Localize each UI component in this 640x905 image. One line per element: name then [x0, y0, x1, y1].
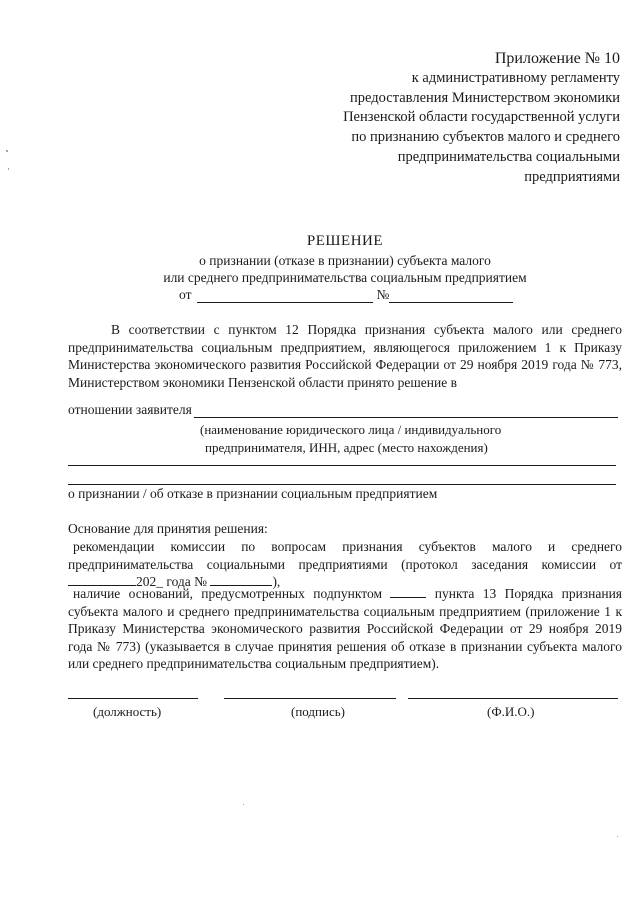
- commission-text: рекомендации комиссии по вопросам признания субъектов малого и среднего предпринимательства социальными предприятиями (протокол заседания комиссии от: [68, 539, 622, 572]
- appendix-line: предпринимательства социальными: [397, 148, 620, 165]
- appendix-number: Приложение № 10: [494, 50, 620, 67]
- applicant-line: [68, 402, 618, 418]
- date-number-line: [179, 287, 513, 303]
- scan-speck: [8, 168, 9, 170]
- number-blank: [389, 289, 513, 303]
- blank-line-2: [68, 484, 616, 485]
- title-line-1: о признании (отказе в признании) субъекта малого: [199, 253, 491, 268]
- paragraph-commission: [68, 538, 622, 591]
- hint-line-1: (наименование юридического лица / индивидуального: [200, 422, 502, 437]
- protocol-year: 202_ года №: [136, 574, 208, 590]
- title-heading: РЕШЕНИЕ: [306, 233, 384, 249]
- scan-speck: [243, 804, 244, 805]
- paragraph-grounds: [68, 585, 622, 673]
- appendix-line: по признанию субъектов малого и среднего: [351, 129, 620, 146]
- position-blank: [68, 684, 198, 699]
- signature-caption: (подпись): [291, 704, 345, 719]
- applicant-label: отношении заявителя: [68, 402, 192, 417]
- scan-speck: [617, 836, 618, 837]
- appendix-line: предприятиями: [524, 168, 620, 185]
- name-blank: [408, 684, 618, 699]
- appendix-line: Пензенской области государственной услуги: [343, 109, 620, 126]
- appendix-line: к административному регламенту: [411, 69, 620, 86]
- subclause-blank: [390, 585, 426, 598]
- appendix-line: предоставления Министерством экономики: [350, 89, 620, 106]
- decision-options: о признании / об отказе в признании социальным предприятием: [68, 486, 438, 501]
- date-blank: [197, 289, 373, 303]
- commission-close: ),: [272, 574, 281, 590]
- hint-line-2: предпринимателя, ИНН, адрес (место нахождения): [205, 440, 488, 455]
- title-line-2: или среднего предпринимательства социальным предприятием: [163, 270, 527, 285]
- name-caption: (Ф.И.О.): [487, 704, 535, 719]
- blank-line-1: [68, 465, 616, 466]
- signature-blank: [224, 684, 396, 699]
- scan-speck: [6, 150, 8, 152]
- basis-title: Основание для принятия решения:: [68, 521, 268, 536]
- position-caption: (должность): [93, 704, 162, 719]
- signature-block: [68, 684, 624, 724]
- document-title: [0, 233, 640, 286]
- date-prefix: от: [179, 287, 192, 302]
- appendix-header: [260, 49, 620, 188]
- grounds-text-b: пункта 13 Порядка признания субъекта малого и среднего предпринимательства социальным предприятием (приложение 1 к Приказу Министерства экономического развития Российской Федерации от 29 ноября 2019 года № 773) (указывается в случае принятия решения об отказе в признании субъекта малого или среднего предпринимательства социальным предприятием).: [68, 586, 623, 672]
- grounds-text-a: наличие оснований, предусмотренных подпунктом: [73, 586, 383, 601]
- applicant-hint: [200, 421, 560, 457]
- applicant-blank: [194, 405, 618, 418]
- number-sign: №: [376, 287, 390, 302]
- paragraph-basis-reference: В соответствии с пунктом 12 Порядка признания субъекта малого или среднего предпринимательства социальным предприятием, являющегося приложением 1 к Приказу Министерства экономического развития Российской Федерации от 29 ноября 2019 года № 773, Министерством экономики Пензенской области принято решение в: [68, 322, 622, 390]
